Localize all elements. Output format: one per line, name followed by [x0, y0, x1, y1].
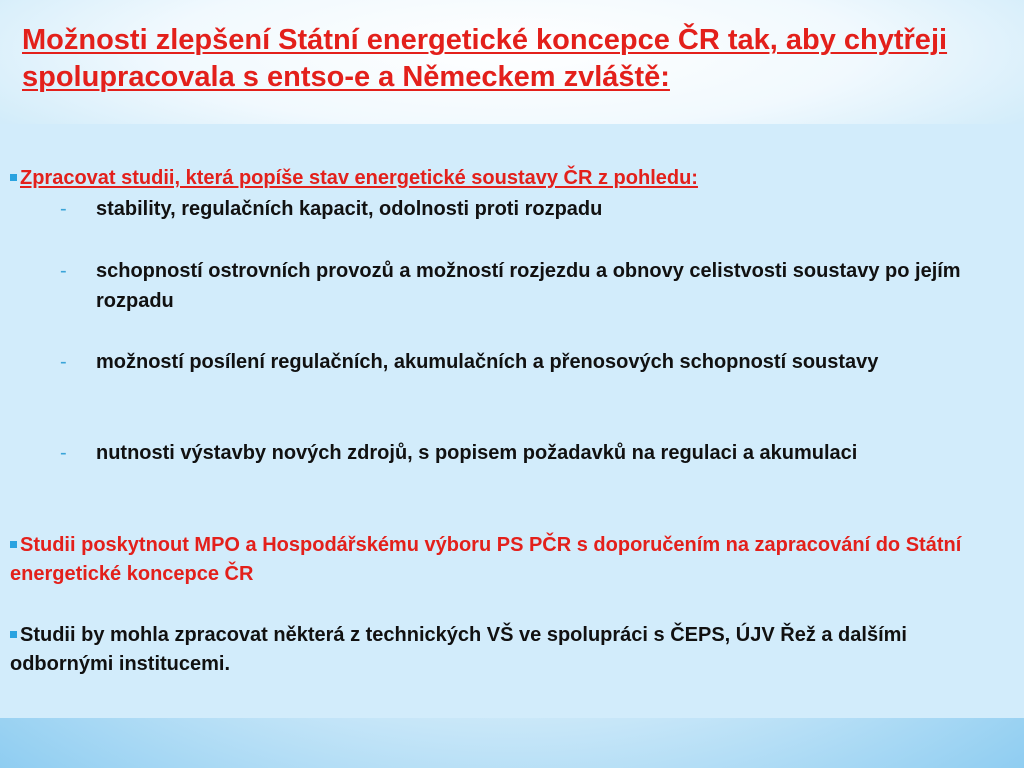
bullet-1-text: Zpracovat studii, která popíše stav energetické soustavy ČR z pohledu: — [20, 167, 698, 189]
sub-item-2 — [60, 256, 1000, 316]
slide-title: Možnosti zlepšení Státní energetické koncepce ČR tak, aby chytřeji spolupracovala s entso-e a Německem zvláště: — [22, 24, 948, 93]
sub-item-2-text: schopností ostrovních provozů a možností rozjezdu a obnovy celistvosti soustavy po jejím rozpadu — [96, 260, 961, 312]
dash-marker: - — [60, 442, 67, 464]
square-bullet-icon — [10, 174, 17, 181]
square-bullet-icon — [10, 541, 17, 548]
sub-item-3-text: možností posílení regulačních, akumulačních a přenosových schopností soustavy — [96, 351, 879, 373]
bullet-1 — [10, 164, 1010, 193]
bullet-3-text: Studii by mohla zpracovat některá z technických VŠ ve spolupráci s ČEPS, ÚJV Řež a dalšími odbornými institucemi. — [10, 624, 907, 675]
content-area — [0, 124, 1024, 718]
bullet-3 — [10, 621, 1010, 679]
sub-item-1 — [60, 194, 1000, 224]
sub-item-3 — [60, 347, 1000, 377]
sub-item-4-text: nutnosti výstavby nových zdrojů, s popisem požadavků na regulaci a akumulaci — [96, 442, 858, 464]
dash-marker: - — [60, 351, 67, 373]
bullet-2 — [10, 531, 1010, 589]
title-area — [0, 0, 1024, 124]
dash-marker: - — [60, 198, 67, 220]
square-bullet-icon — [10, 631, 17, 638]
bullet-2-text: Studii poskytnout MPO a Hospodářskému výboru PS PČR s doporučením na zapracování do Státní energetické koncepce ČR — [10, 534, 962, 585]
sub-item-4 — [60, 438, 1000, 468]
dash-marker: - — [60, 260, 67, 282]
sub-item-1-text: stability, regulačních kapacit, odolnosti proti rozpadu — [96, 198, 603, 220]
